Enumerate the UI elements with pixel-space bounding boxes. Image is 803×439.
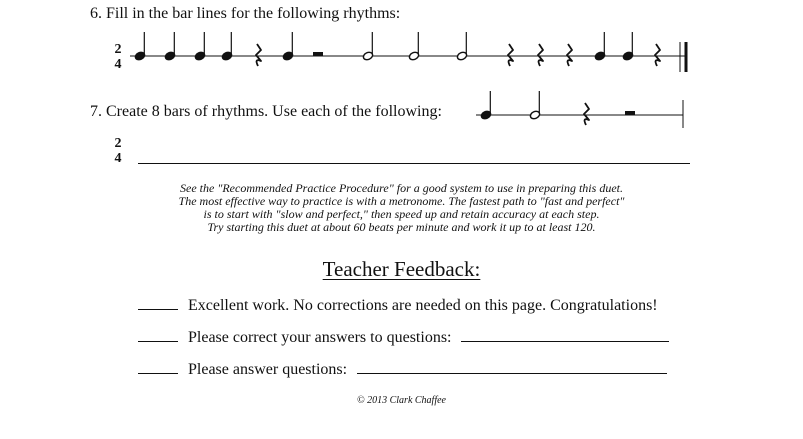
q7-answer-line[interactable]: [138, 163, 690, 164]
practice-note-line-1: See the "Recommended Practice Procedure" for a good system to use in preparing this duet.: [180, 181, 623, 195]
feedback-row-answer: [138, 361, 667, 379]
feedback-questions-blank-2[interactable]: [461, 329, 669, 342]
q7-time-signature-top: 2: [114, 136, 122, 151]
feedback-row-correct: [138, 329, 669, 347]
question-6-label: 6. Fill in the bar lines for the following rhythms:: [90, 5, 401, 22]
half-symbol: [529, 91, 541, 120]
q6-time-signature-top: 2: [114, 42, 122, 57]
q6-time-signature-bottom: 4: [114, 57, 122, 72]
feedback-text-1: Excellent work. No corrections are needed on this page. Congratulations!: [188, 297, 658, 314]
teacher-feedback-title: Teacher Feedback:: [322, 257, 481, 281]
quarter-symbol: [480, 91, 492, 120]
q7-symbols-staff: [0, 0, 803, 140]
feedback-text-2: Please correct your answers to questions:: [188, 329, 452, 346]
quarter-rest-symbol: [584, 103, 589, 125]
feedback-check-blank-3[interactable]: [138, 361, 178, 374]
feedback-questions-blank-3[interactable]: [357, 361, 667, 374]
practice-note-line-2: The most effective way to practice is with a metronome. The fastest path to "fast and perfect": [178, 194, 625, 208]
feedback-check-blank-1[interactable]: [138, 297, 178, 310]
copyright-footer: © 2013 Clark Chaffee: [357, 395, 446, 406]
practice-note-line-4: Try starting this duet at about 60 beats per minute and work it up to at least 120.: [207, 220, 596, 234]
half-rest-symbol: [625, 111, 635, 115]
q7-time-signature-bottom: 4: [114, 151, 122, 166]
feedback-check-blank-2[interactable]: [138, 329, 178, 342]
question-7-label: 7. Create 8 bars of rhythms. Use each of the following:: [90, 103, 442, 120]
feedback-text-3: Please answer questions:: [188, 361, 348, 378]
practice-note-line-3: is to start with "slow and perfect," then speed up and retain accuracy at each step.: [203, 207, 600, 221]
feedback-row-excellent: [138, 297, 658, 315]
